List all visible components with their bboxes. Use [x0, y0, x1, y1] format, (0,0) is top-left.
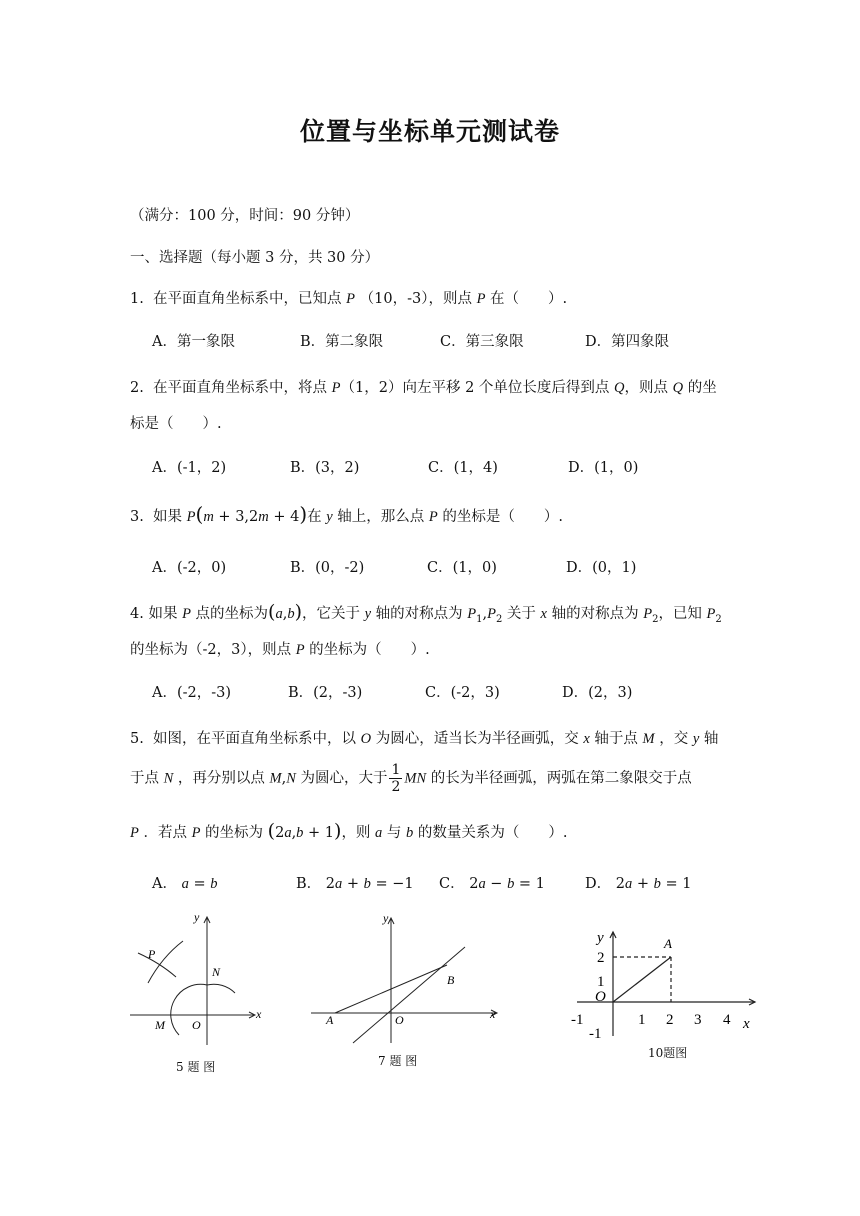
fig10-y-tick-1: 1 [597, 974, 605, 990]
fig10-label-x: x [743, 1016, 750, 1032]
fig5-label-m: M [155, 1018, 165, 1032]
q5-option-b[interactable]: B． 2a + b = −1 [296, 876, 414, 892]
fig10-x-tick-neg1: -1 [571, 1012, 584, 1028]
fig5-label-n: N [212, 965, 221, 979]
question-2-stem-line2: 标是（ ）. [130, 416, 222, 432]
q2-option-b[interactable]: B．(3，2) [290, 460, 360, 476]
fig7-label-b: B [447, 973, 455, 987]
figure-7-caption: 7 题 图 [378, 1054, 418, 1068]
fig7-label-y: y [383, 911, 389, 925]
q5-option-d[interactable]: D． 2a + b = 1 [585, 876, 692, 892]
q4-option-b[interactable]: B．(2，-3) [288, 685, 363, 701]
q5-option-c[interactable]: C． 2a − b = 1 [439, 876, 545, 892]
q2-option-d[interactable]: D．(1，0) [568, 460, 639, 476]
figure-10-diagram [565, 922, 765, 1042]
figure-5-caption: 5 题 图 [176, 1060, 216, 1074]
q3-option-b[interactable]: B．(0，-2) [290, 560, 365, 576]
q3-option-a[interactable]: A．(-2，0) [152, 560, 227, 576]
question-4-stem-line2: 的坐标为（-2，3），则点 P 的坐标为（ ）. [130, 642, 430, 658]
question-5-stem-line3: P ．若点 P 的坐标为 (2a,b + 1)，则 a 与 b 的数量关系为（ ）. [130, 820, 568, 842]
figure-5-diagram [120, 905, 280, 1055]
fig7-label-o: O [395, 1013, 404, 1027]
exam-meta: （满分：100 分，时间：90 分钟） [130, 208, 360, 224]
figure-10-caption: 10题图 [648, 1046, 688, 1060]
fig7-label-x: x [490, 1007, 496, 1021]
fig10-x-tick-4: 4 [723, 1012, 731, 1028]
q2-option-a[interactable]: A．(-1，2) [152, 460, 227, 476]
fraction-half: $\frac{1}{2}$ [391, 762, 401, 795]
q3-option-d[interactable]: D．(0，1) [566, 560, 637, 576]
fig7-label-a: A [326, 1013, 334, 1027]
q2-option-c[interactable]: C．(1，4) [428, 460, 498, 476]
question-3-stem: 3. 如果 P(m + 3,2m + 4)在 y 轴上，那么点 P 的坐标是（ ）. [130, 502, 563, 526]
fig5-label-o: O [192, 1018, 201, 1032]
section-heading: 一、选择题（每小题 3 分，共 30 分） [130, 250, 380, 266]
question-2-stem-line1: 2. 在平面直角坐标系中，将点 P（1，2）向左平移 2 个单位长度后得到点 Q，则点 Q 的坐 [130, 380, 717, 396]
q1-option-b[interactable]: B．第二象限 [300, 334, 384, 350]
fig10-y-tick-neg1: -1 [589, 1026, 602, 1042]
fig10-x-tick-3: 3 [694, 1012, 702, 1028]
q5-option-a[interactable]: A． a = b [152, 876, 218, 892]
q1-option-c[interactable]: C．第三象限 [440, 334, 524, 350]
question-5-stem-line1: 5. 如图，在平面直角坐标系中，以 O 为圆心，适当长为半径画弧，交 x 轴于点 M ，交 y 轴 [130, 731, 719, 747]
q4-option-d[interactable]: D．(2，3) [562, 685, 633, 701]
q1-option-a[interactable]: A．第一象限 [152, 334, 235, 350]
q3-option-c[interactable]: C．(1，0) [427, 560, 497, 576]
question-4-stem-line1: 4. 如果 P 点的坐标为(a,b)，它关于 y 轴的对称点为 $P_1,P_2$ 关于 x 轴的对称点为 $P_2$，已知 $P_2$ [130, 601, 722, 625]
fig5-label-y: y [194, 910, 200, 924]
question-1-stem: 1. 在平面直角坐标系中，已知点 P （10，-3），则点 P 在（ ）. [130, 291, 568, 307]
page-title: 位置与坐标单元测试卷 [299, 117, 560, 146]
fig10-label-a: A [664, 936, 672, 951]
fig10-y-tick-2: 2 [597, 950, 605, 966]
q4-option-c[interactable]: C．(-2，3) [425, 685, 500, 701]
figure-7-diagram [305, 910, 505, 1050]
q1-option-d[interactable]: D．第四象限 [585, 334, 670, 350]
fig10-x-tick-1: 1 [638, 1012, 646, 1028]
fig10-x-tick-2: 2 [666, 1012, 674, 1028]
fig5-label-x: x [256, 1007, 262, 1021]
fig10-label-y: y [597, 930, 604, 946]
fig10-label-o: O [595, 989, 606, 1005]
question-5-stem-line2: 于点 N ，再分别以点 M,N 为圆心，大于 $\frac{1}{2}$ MN 的长为半径画弧，两弧在第二象限交于点 [130, 762, 692, 795]
q4-option-a[interactable]: A．(-2，-3) [152, 685, 232, 701]
fig5-label-p: P [148, 947, 156, 961]
